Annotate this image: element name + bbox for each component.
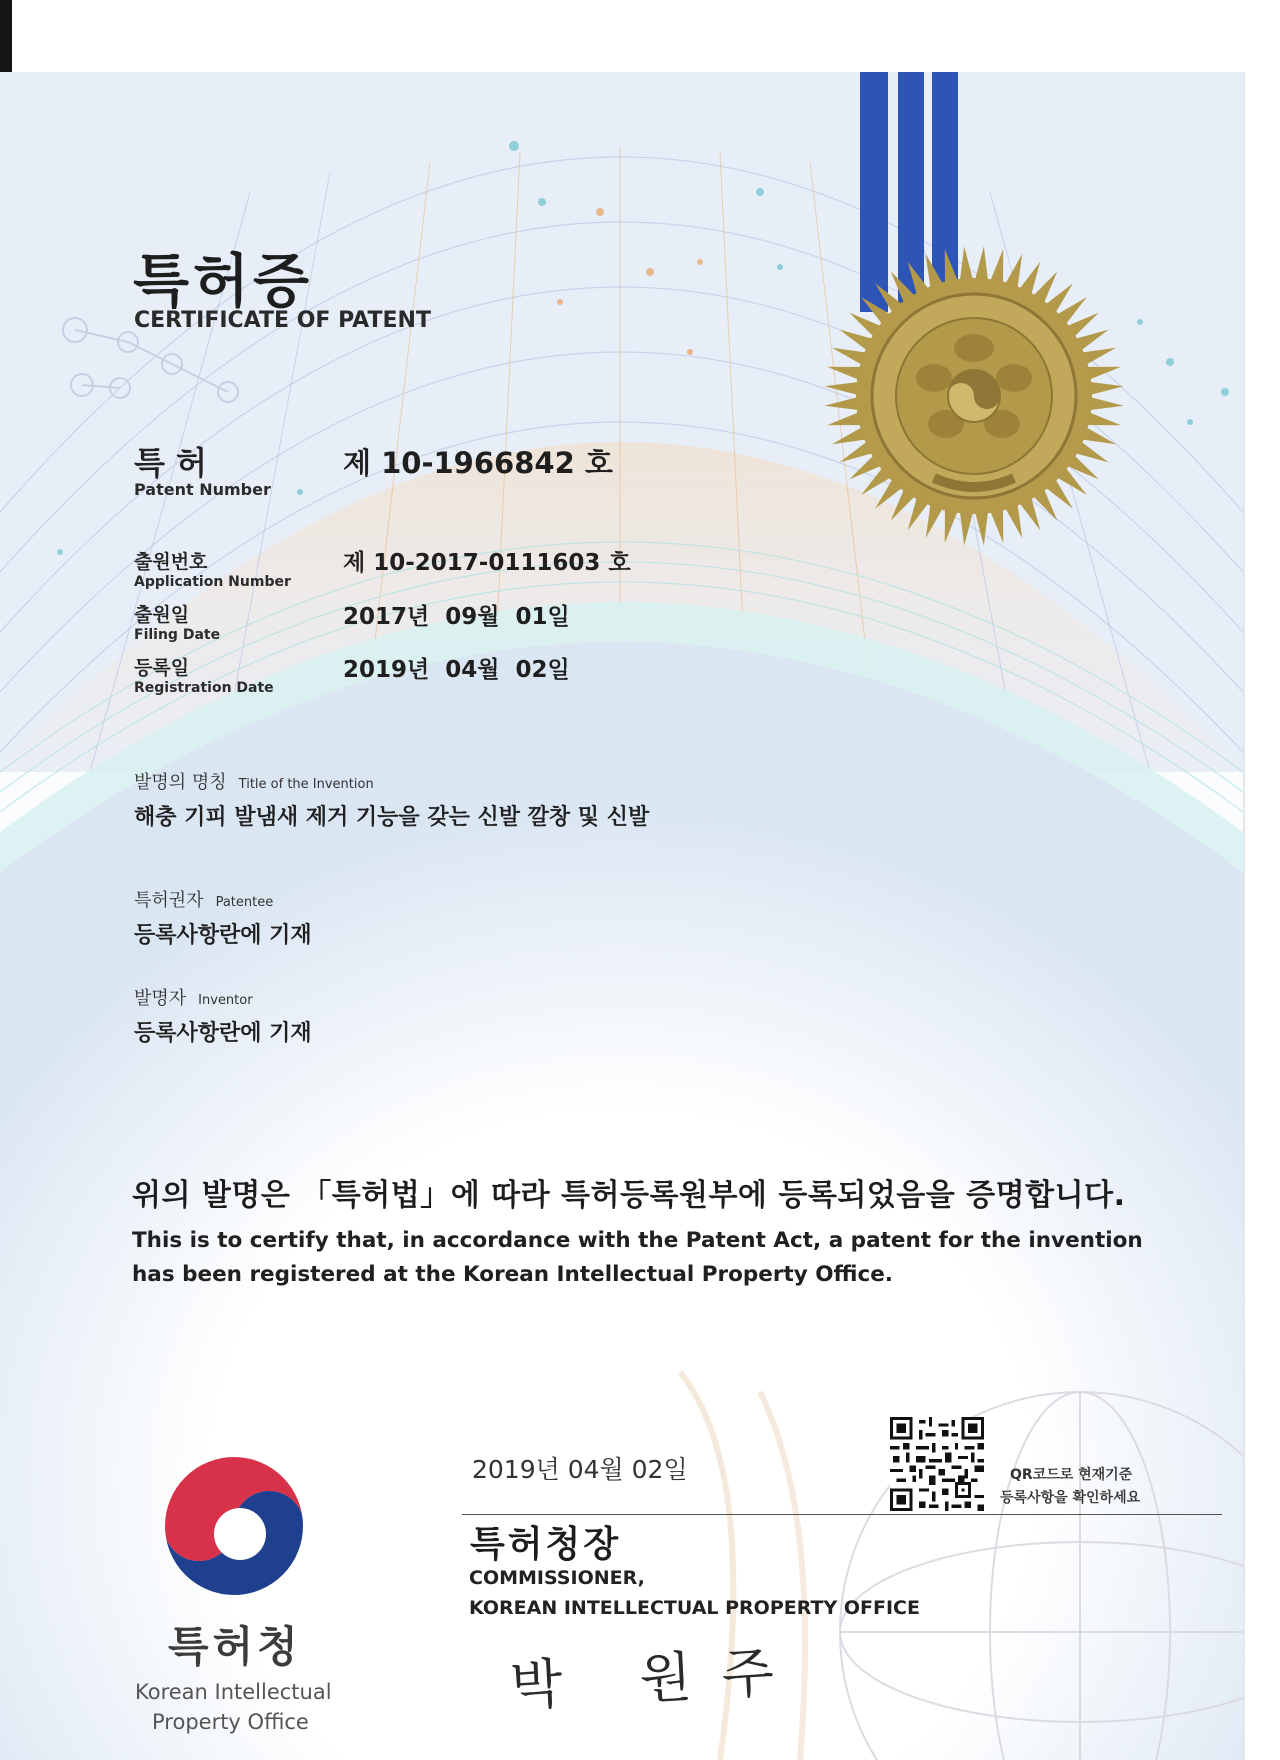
registration-date-value: 2019년 04월 02일 [343,657,570,683]
kipo-name-en-line1: Korean Intellectual [135,1680,332,1704]
certification-statement-ko: 위의 발명은 「특허법」에 따라 특허등록원부에 등록되었음을 증명합니다. [132,1178,1126,1213]
commissioner-office-en: KOREAN INTELLECTUAL PROPERTY OFFICE [469,1597,920,1619]
patent-number-label: 특 허 [134,444,207,482]
qr-note-line2: 등록사항을 확인하세요 [1000,1490,1141,1506]
commissioner-title-en: COMMISSIONER, [469,1567,645,1589]
scan-margin [0,0,1280,72]
qr-note-line1: QR코드로 현재기준 [1010,1467,1133,1483]
qr-code-icon[interactable] [890,1417,984,1511]
application-number-label-en: Application Number [134,574,291,590]
certification-statement-en: This is to certify that, in accordance with the Patent Act, a patent for the invention has been registered at the Korean Intellectual Property Office. [132,1228,1143,1287]
kipo-name-ko: 특허청 [168,1622,302,1671]
inventor-value: 등록사항란에 기재 [134,1021,312,1046]
application-number-value: 제 10-2017-0111603 호 [343,550,631,576]
scan-edge [0,0,12,72]
divider [462,1514,1222,1515]
kipo-name-en-line2: Property Office [152,1710,309,1734]
patentee-heading [134,886,273,912]
filing-date-label-en: Filing Date [134,627,221,643]
patent-number-value: 제 10-1966842 호 [343,446,613,480]
application-number-label: 출원번호 [134,551,208,573]
patentee-label: 특허권자 [134,890,204,911]
certificate-title: 특허증 [133,247,314,315]
invention-heading [134,768,374,794]
inventor-label-en: Inventor [198,993,253,1008]
invention-label-en: Title of the Invention [238,777,374,792]
patent-number-label-en: Patent Number [134,480,271,499]
issue-date: 2019년 04월 02일 [472,1455,688,1484]
inventor-heading [134,984,253,1010]
certificate-subtitle: CERTIFICATE OF PATENT [134,308,431,333]
invention-title-value: 해충 기피 발냄새 제거 기능을 갖는 신발 깔창 및 신발 [134,805,650,830]
registration-date-label: 등록일 [134,657,190,679]
invention-label: 발명의 명칭 [134,772,227,793]
patentee-label-en: Patentee [215,895,274,910]
filing-date-label: 출원일 [134,604,190,626]
registration-date-label-en: Registration Date [134,680,274,696]
kipo-taegeuk-logo-icon [160,1452,308,1600]
patentee-value: 등록사항란에 기재 [134,923,312,948]
signature: 박 원주 [508,1639,806,1718]
filing-date-value: 2017년 09월 01일 [343,604,570,630]
certificate-paper [0,72,1243,1760]
gold-seal-icon [822,244,1126,548]
commissioner-title-ko: 특허청장 [470,1524,622,1565]
inventor-label: 발명자 [134,988,187,1009]
